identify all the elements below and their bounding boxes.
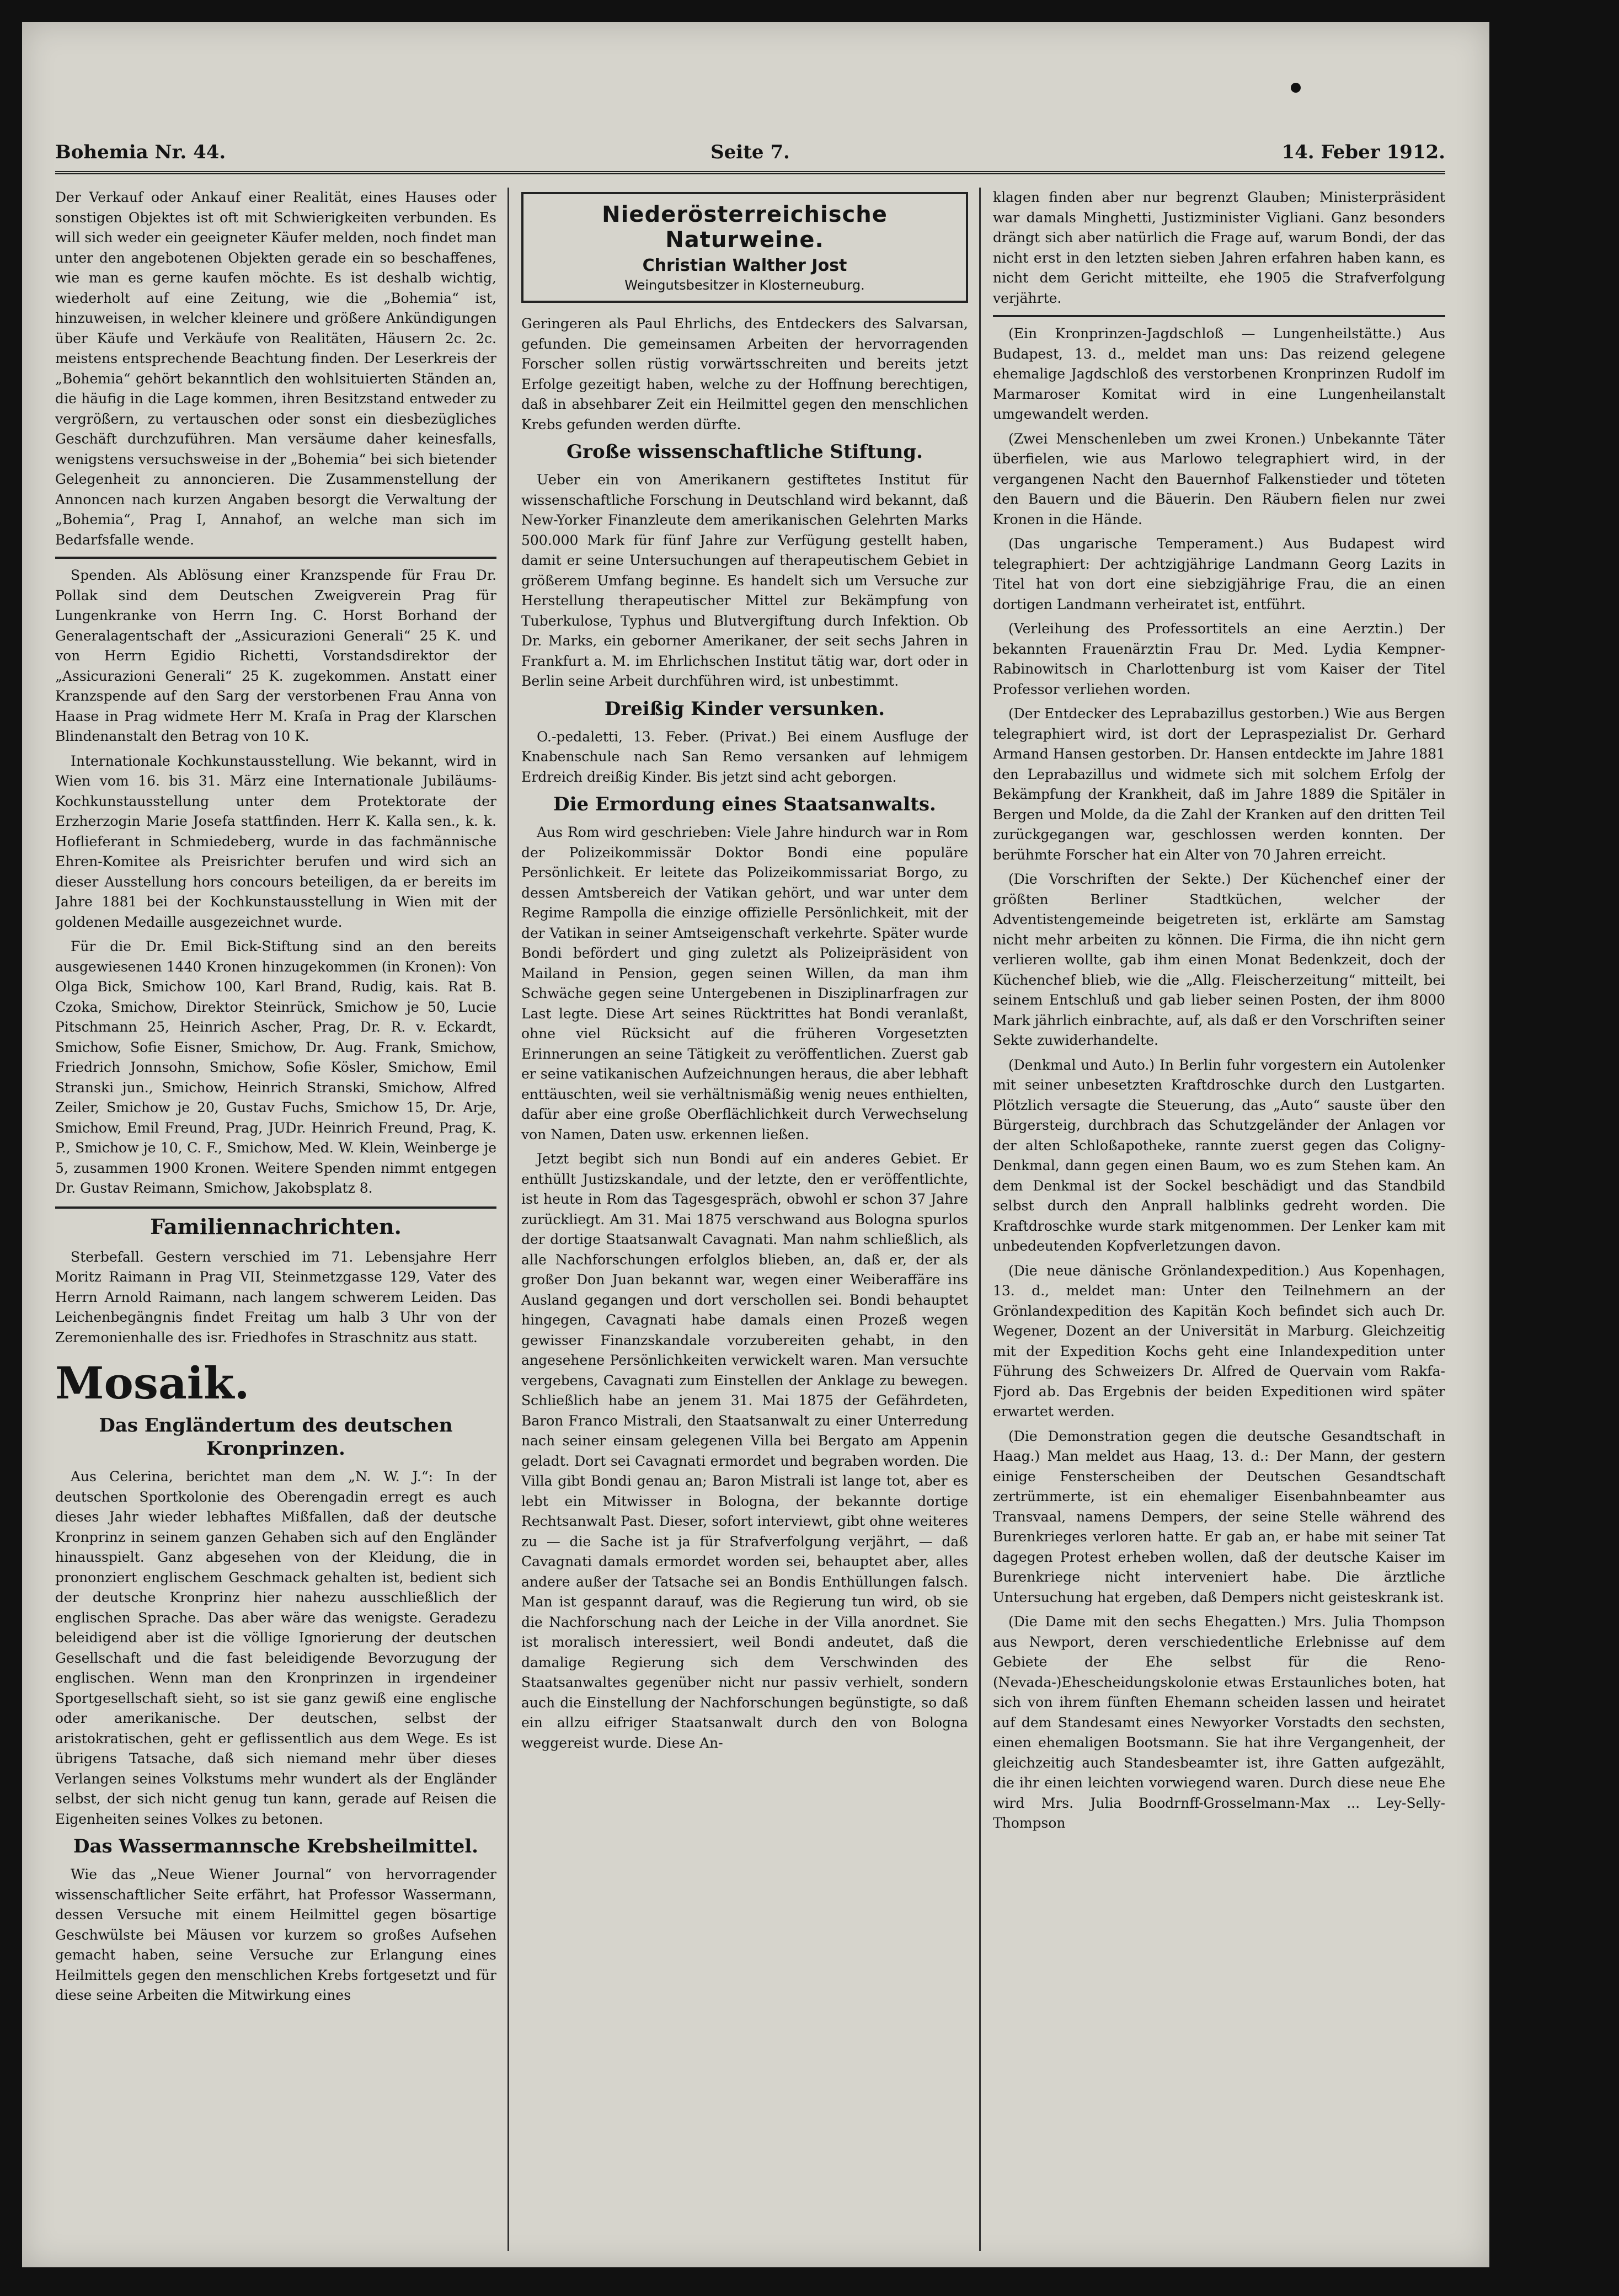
heading-staatsanwalt: Die Ermordung eines Staatsanwalts. (553, 793, 936, 815)
article-kochkunst: Internationale Kochkunstausstellung. Wie bekannt, wird in Wien vom 16. bis 31. März eine Internationale Jubiläums-Kochkunstausstellung unter dem Protektorate der Erzherzogin Marie Josefa stattfinden. Herr K. Kalla sen., k. k. Hoflieferant in Schmiedeberg, wurde in das fachmännische Ehren-Komitee als Preisrichter berufen und wird sich an dieser Ausstellung hors concours beteiligen, da er bereits im Jahre 1881 bei der Kochkunstausstellung in Wien mit der goldenen Medaille ausgezeichnet wurde. (55, 752, 496, 930)
column-1 (55, 188, 496, 2251)
article-englaendertum: Aus Celerina, berichtet man dem „N. W. J.“: In der deutschen Sportkolonie des Oberengadin erregt es auch dieses Jahr wieder lebhaftes Mißfallen, daß der deutsche Kronprinz in seinem ganzen Gehaben sich auf den Engländer hinausspielt. Ganz abgesehen von der Kleidung, die in prononziert englischem Geschmack gehalten ist, bedient sich der deutsche Kronprinz hier nahezu ausschließlich der englischen Sprache. Das aber wäre das wenigste. Geradezu beleidigend aber ist die völlige Ignorierung der deutschen Gesellschaft und die fast beleidigende Bevorzugung der englischen. Wenn man den Kronprinzen in irgendeiner Sportgesellschaft sieht, so ist sie ganz gewiß eine englische oder amerikanische. Der deutschen, selbst der aristokratischen, geht er geflissentlich aus dem Wege. Es ist übrigens Tatsache, daß sich niemand mehr über dieses Verlangen seines Volkstums mehr wundert als der Engländer selbst, der sich nicht genug tun kann, gerade auf Reisen die Eigenheiten seines Volkes zu betonen. (55, 1469, 496, 1827)
article-sterbefall: Sterbefall. Gestern verschied im 71. Lebensjahre Herr Moritz Raimann in Prag VII, Steinmetzgasse 129, Vater des Herrn Arnold Raimann, nach langem schwerem Leiden. Das Leichenbegängnis findet Freitag um halb 3 Uhr von der Zeremonienhalle des isr. Friedhofes in Straschnitz aus statt. (55, 1248, 496, 1345)
article-dame: (Die Dame mit den sechs Ehegatten.) Mrs. Julia Thompson aus Newport, deren verschiedentliche Erlebnisse auf dem Gebiete der Ehe selbst für die Reno-(Nevada-)Ehescheidungskolonie etwas Erstaunliches boten, hat sich von ihrem fünften Ehemann scheiden lassen und heiratet auf dem Standesamt eines Newyorker Vorstadts den sechsten, einen ehemaligen Bootsmann. Sie hat ihre Vergangenheit, der gleichzeitig auch Standesbeamter ist, ihre Gatten aufgezählt, die ihr einen leichten vorwiegend waren. Durch diese neue Ehe wird Mrs. Julia Boodrnff-Grosselmann-Max ... Ley-Selly-Thompson (993, 1614, 1445, 1831)
heading-stiftung: Große wissenschaftliche Stiftung. (567, 441, 923, 463)
column-rule-2 (979, 188, 981, 2251)
article-minghetti: klagen finden aber nur begrenzt Glauben; Ministerpräsident war damals Minghetti, Justizminister Vigliani. Ganz besonders drängt sich aber natürlich die Frage auf, warum Bondi, der das nicht erst in den letzten sieben Jahren erfahren haben kann, es nicht dem Gericht mitteilte, ehe 1905 die Strafverfolgung verjährte. (993, 189, 1445, 306)
separator (55, 557, 496, 559)
ad-subtitle: Weingutsbesitzer in Klosterneuburg. (624, 277, 865, 293)
heading-mosaik: Mosaik. (55, 1357, 250, 1409)
header-issue: Bohemia Nr. 44. (55, 141, 226, 163)
article-professortitel: (Verleihung des Professortitels an eine Aerztin.) Der bekannten Frauenärztin Frau Dr. Med. Lydia Kempner-Rabinowitsch in Charlottenburg ist vom Kaiser der Titel Professor verliehen worden. (993, 621, 1445, 697)
article-ehrlich: Geringeren als Paul Ehrlichs, des Entdeckers des Salvarsan, gefunden. Die gemeinsamen Arbeiten der hervorragenden Forscher sollen rüstig vorwärtsschreiten und bereits jetzt Erfolge gezeitigt haben, welche zu der Hoffnung berechtigen, daß in absehbarer Zeit ein Heilmittel gegen den menschlichen Krebs gefunden werden dürfte. (521, 316, 968, 432)
article-temperament: (Das ungarische Temperament.) Aus Budapest wird telegraphiert: Der achtzigjährige Landmann Georg Lazits in Titel hat von dort eine siebzigjährige Frau, die an einen dortigen Landmann verheiratet ist, entführt. (993, 536, 1445, 612)
column-2 (521, 188, 968, 2251)
column-3 (993, 188, 1445, 2251)
article-bick-stiftung: Für die Dr. Emil Bick-Stiftung sind an den bereits ausgewiesenen 1440 Kronen hinzugekommen (in Kronen): Von Olga Bick, Smichow 100, Karl Brand, Rudig, kais. Rat B. Czoka, Smichow, Direktor Steinrück, Smichow je 50, Lucie Pitschmann 25, Heinrich Ascher, Prag, Dr. R. v. Eckardt, Smichow, Sofie Eisner, Smichow, Dr. Aug. Frank, Smichow, Friedrich Jonnsohn, Smichow, Sofie Kösler, Smichow, Emil Stranski jun., Smichow, Heinrich Stranski, Smichow, Alfred Zeiler, Smichow je 20, Gustav Fuchs, Smichow 15, Dr. Arje, Smichow, Emil Freund, Prag, JUDr. Heinrich Freund, Prag, K. P., Smichow je 10, C. F., Smichow, Med. W. Klein, Weinberge je 5, zusammen 1900 Kronen. Weitere Spenden nimmt entgegen Dr. Gustav Reimann, Smichow, Jakobsplatz 8. (55, 938, 496, 1196)
heading-wassermann: Das Wassermannsche Krebsheilmittel. (73, 1835, 478, 1857)
article-demonstration: (Die Demonstration gegen die deutsche Gesandtschaft in Haag.) Man meldet aus Haag, 13. d.: Der Mann, der gestern einige Fensterscheiben der Deutschen Gesandtschaft zertrümmerte, ist ein ehemaliger Eisenbahnbeamter aus Transvaal, namens Dempers, der seine Stelle während des Burenkrieges verloren hatte. Er gab an, er habe mit seiner Tat dagegen Protest erheben wollen, daß der deutsche Kaiser im Burenkriege nicht interveniert habe. Die ärztliche Untersuchung hat ergeben, daß Dempers nicht geisteskrank ist. (993, 1428, 1445, 1605)
newspaper-page (22, 22, 1489, 2267)
ad-title: Niederösterreichische Naturweine. (602, 202, 888, 253)
article-stiftung: Ueber ein von Amerikanern gestiftetes Institut für wissenschaftliche Forschung in Deutschland wird bekannt, daß New-Yorker Finanzleute dem amerikanischen Gelehrten Marks 500.000 Mark für fünf Jahre zur Verfügung gestellt haben, damit er seine Untersuchungen auf therapeutischem Gebiet in größerem Umfang beginne. Es handelt sich um Versuche zur Herstellung therapeutischer Mittel zur Bekämpfung von Tuberkulose, Typhus und Blutvergiftung durch Infektion. Ob Dr. Marks, ein geborner Amerikaner, der seit sechs Jahren in Frankfurt a. M. im Ehrlichschen Institut tätig war, dort oder in Berlin seine Arbeit durchführen wird, ist unbestimmt. (521, 472, 968, 689)
article-staatsanwalt-1: Aus Rom wird geschrieben: Viele Jahre hindurch war in Rom der Polizeikommissär Doktor Bondi eine populäre Persönlichkeit. Er leitete das Polizeikommissariat Borgo, zu dessen Amtsbereich der Vatikan gehört, und war unter dem Regime Rampolla die einzige offizielle Persönlichkeit, mit der der Vatikan in seiner Amtseigenschaft verkehrte. Später wurde Bondi befördert und ging zuletzt als Polizeipräsident von Mailand in Pension, gegen seinen Willen, da man ihm Schwäche gegen seine Untergebenen in Disziplinarfragen zur Last legte. Diese Art seines Rücktrittes hat Bondi veranlaßt, ohne viel Rücksicht auf die früheren Vorgesetzten Erinnerungen an seine Tätigkeit zu veröffentlichen. Zuerst gab er seine vatikanischen Aufzeichnungen heraus, die aber lebhaft enttäuschten, weil sie verhältnismäßig wenig neues enthielten, dafür aber eine große Oberflächlichkeit durch Verwechselung von Namen, Daten usw. erkennen ließen. (521, 824, 968, 1142)
article-sekte: (Die Vorschriften der Sekte.) Der Küchenchef einer der größten Berliner Stadtküchen, welcher der Adventistengemeinde beigetreten ist, erklärte am Samstag nicht mehr arbeiten zu können. Die Firma, die ihn nicht gern verlieren wollte, gab ihm einen Monat Bedenkzeit, doch der Küchenchef blieb, wie die „Allg. Fleischerzeitung“ mitteilt, bei seinem Entschluß und gab lieber seinen Posten, der ihm 8000 Mark jährlich einbrachte, auf, als daß er den Vorschriften seiner Sekte zuwiderhandelte. (993, 871, 1445, 1048)
column-rule-1 (507, 188, 509, 2251)
advertisement-naturweine (521, 192, 968, 303)
article-groenland: (Die neue dänische Grönlandexpedition.) Aus Kopenhagen, 13. d., meldet man: Unter den Teilnehmern an der Grönlandexpedition des Kapitän Koch befindet sich auch Dr. Wegener, Dozent an der Universität in Marburg. Gleichzeitig mit der Expedition Kochs geht eine Inlandexpedition unter Führung des Schweizers Dr. Alfred de Quervain vom Rakfa-Fjord ab. Das Ergebnis der beiden Expeditionen wird später erwartet werden. (993, 1262, 1445, 1419)
article-staatsanwalt-2: Jetzt begibt sich nun Bondi auf ein anderes Gebiet. Er enthüllt Justizskandale, und der letzte, den er veröffentlichte, ist heute in Rom das Tagesgespräch, obwohl er schon 37 Jahre zurückliegt. Am 31. Mai 1875 verschwand aus Bologna spurlos der dortige Staatsanwalt Cavagnati. Man nahm schließlich, als alle Nachforschungen erfolglos blieben, an, daß er, der als großer Don Juan bekannt war, wegen einer Weiberaffäre ins Ausland gegangen und dort verschollen sei. Bondi behauptet hingegen, Cavagnati habe damals einen Prozeß wegen gewisser Finanzskandale vorzubereiten gehabt, in den angesehene Persönlichkeiten verwickelt waren. Man versuchte vergebens, Cavagnati zum Einstellen der Anklage zu bewegen. Schließlich habe an jenem 31. Mai 1875 der Gefährdeten, Baron Franco Mistrali, den Staatsanwalt zu einer Unterredung nach seiner einsam gelegenen Villa bei Bergato am Appenin geladt. Dort sei Cavagnati ermordet und begraben worden. Die Villa gibt Bondi genau an; Baron Mistrali ist lange tot, aber es lebt ein Mitwisser in Bologna, der bekannte dortige Rechtsanwalt Past. Dieser, sofort interviewt, gibt ohne weiteres zu — die Sache ist ja für Strafverfolgung verjährt, — daß Cavagnati damals ermordet worden sei, behauptet aber, alles andere außer der Tatsache sei an Bondis Enthüllungen falsch. Man ist gespannt darauf, was die Regierung tun wird, ob sie die Nachforschung nach der Leiche in der Villa anordnet. Sie ist moralisch interessiert, weil Bondi andeutet, daß die damalige Regierung sich dem Verschwinden des Staatsanwaltes gegenüber nicht nur passiv verhielt, sondern auch die Einstellung der Nachforschungen begünstigte, so daß ein allzu eifriger Staatsanwalt durch den von Bologna weggereist wurde. Diese An- (521, 1151, 968, 1751)
separator (993, 315, 1445, 317)
article-wassermann: Wie das „Neue Wiener Journal“ von hervorragender wissenschaftlicher Seite erfährt, hat Professor Wassermann, dessen Versuche mit einem Heilmittel gegen bösartige Geschwülste bei Mäusen vor kurzem so großes Aufsehen gemacht haben, seine Versuche zur Erlangung eines Heilmittels gegen den menschlichen Krebs fortgesetzt und für diese seine Arbeiten die Mitwirkung eines (55, 1866, 496, 2003)
article-zwei-menschenleben: (Zwei Menschenleben um zwei Kronen.) Unbekannte Täter überfielen, wie aus Marlowo telegraphiert wird, in der vergangenen Nacht den Bauernhof Falkenstieder und töteten den Bauern und die Bäuerin. Den Räubern fielen nur zwei Kronen in die Hände. (993, 430, 1445, 527)
heading-kinder: Dreißig Kinder versunken. (604, 697, 885, 720)
article-jagdschloss: (Ein Kronprinzen-Jagdschloß — Lungenheilstätte.) Aus Budapest, 13. d., meldet man uns: Das reizend gelegene ehemalige Jagdschloß des verstorbenen Kronprinzen Rudolf im Marmaroser Komitat wird in eine Lungenheilanstalt umgewandelt werden. (993, 325, 1445, 422)
heading-familiennachrichten: Familiennachrichten. (55, 1206, 496, 1240)
ad-name: Christian Walther Jost (642, 256, 847, 275)
ink-spot (1291, 83, 1301, 93)
article-denkmal-auto: (Denkmal und Auto.) In Berlin fuhr vorgestern ein Autolenker mit seiner unbesetzten Kraftdroschke durch den Lustgarten. Plötzlich versagte die Steuerung, das „Auto“ sauste über den Bürgersteig, durchbrach das Schutzgeländer der Anlagen vor der alten Schloßapotheke, rannte zuerst gegen das Coligny-Denkmal, dann gegen einen Baum, wo es zum Stehen kam. An dem Denkmal ist der Sockel beschädigt und das Standbild selbst durch den Anprall halblinks gedreht worden. Die Kraftdroschke wurde stark mitgenommen. Der Lenker kam mit unbedeutenden Kopfverletzungen davon. (993, 1056, 1445, 1254)
article-spenden: Spenden. Als Ablösung einer Kranzspende für Frau Dr. Pollak sind dem Deutschen Zweigverein Prag für Lungenkranke von Herrn Ing. C. Horst Borhand der Generalagentschaft der „Assicurazioni Generali“ 25 K. und von Herrn Egidio Richetti, Vorstandsdirektor der „Assicurazioni Generali“ 25 K. zugekommen. Anstatt einer Kranzspende auf den Sarg der verstorbenen Frau Anna von Haase in Prag widmete Herr M. Kraſa in Prag der Klarschen Blindenanstalt den Betrag von 10 K. (55, 567, 496, 744)
article-realitaet: Der Verkauf oder Ankauf einer Realität, eines Hauses oder sonstigen Objektes ist oft mit Schwierigkeiten verbunden. Es will sich weder ein geeigneter Käufer melden, noch findet man unter den angebotenen Objekten gerade ein so beschaffenes, wie man es gerne kaufen möchte. Es ist deshalb wichtig, wiederholt auf eine Zeitung, wie die „Bohemia“ ist, hinzuweisen, in welcher kleinere und größere Ankündigungen über Käufe und Verkäufe von Realitäten, Häusern 2c. 2c. meistens entsprechende Beachtung finden. Der Leserkreis der „Bohemia“ gehört bekanntlich den wohlsituierten Ständen an, die häufig in die Lage kommen, ihren Besitzstand entweder zu vergrößern, zu vertauschen oder sonst ein diesbezügliches Geschäft durchzuführen. Man versäume daher keinesfalls, wenigstens versuchsweise in der „Bohemia“ bei sich bietender Gelegenheit zu annoncieren. Die Zusammenstellung der Annoncen nach kurzen Angaben besorgt die Verwaltung der „Bohemia“, Prag I, Annahof, an welche man sich im Bedarfsfalle wende. (55, 189, 496, 548)
page-header (55, 138, 1445, 174)
header-date: 14. Feber 1912. (1281, 141, 1445, 163)
header-page-number: Seite 7. (710, 141, 790, 163)
article-kinder: O.-pedaletti, 13. Feber. (Privat.) Bei einem Ausfluge der Knabenschule nach San Remo versanken auf lehmigem Erdreich dreißig Kinder. Bis jetzt sind acht geborgen. (521, 728, 968, 785)
article-lepra: (Der Entdecker des Leprabazillus gestorben.) Wie aus Bergen telegraphiert wird, ist dort der Lepraspezialist Dr. Gerhard Armand Hansen gestorben. Dr. Hansen entdeckte im Jahre 1881 den Leprabazillus und widmete sich mit solchem Erfolg der Bekämpfung der Krankheit, daß im Jahre 1889 die Spitäler in Bergen und Molde, da die Zahl der Kranken auf den dritten Teil zurückgegangen war, geschlossen werden konnten. Der berühmte Forscher hat ein Alter von 70 Jahren erreicht. (993, 706, 1445, 863)
heading-englaendertum: Das Engländertum des deutschen Kronprinzen. (99, 1414, 453, 1460)
